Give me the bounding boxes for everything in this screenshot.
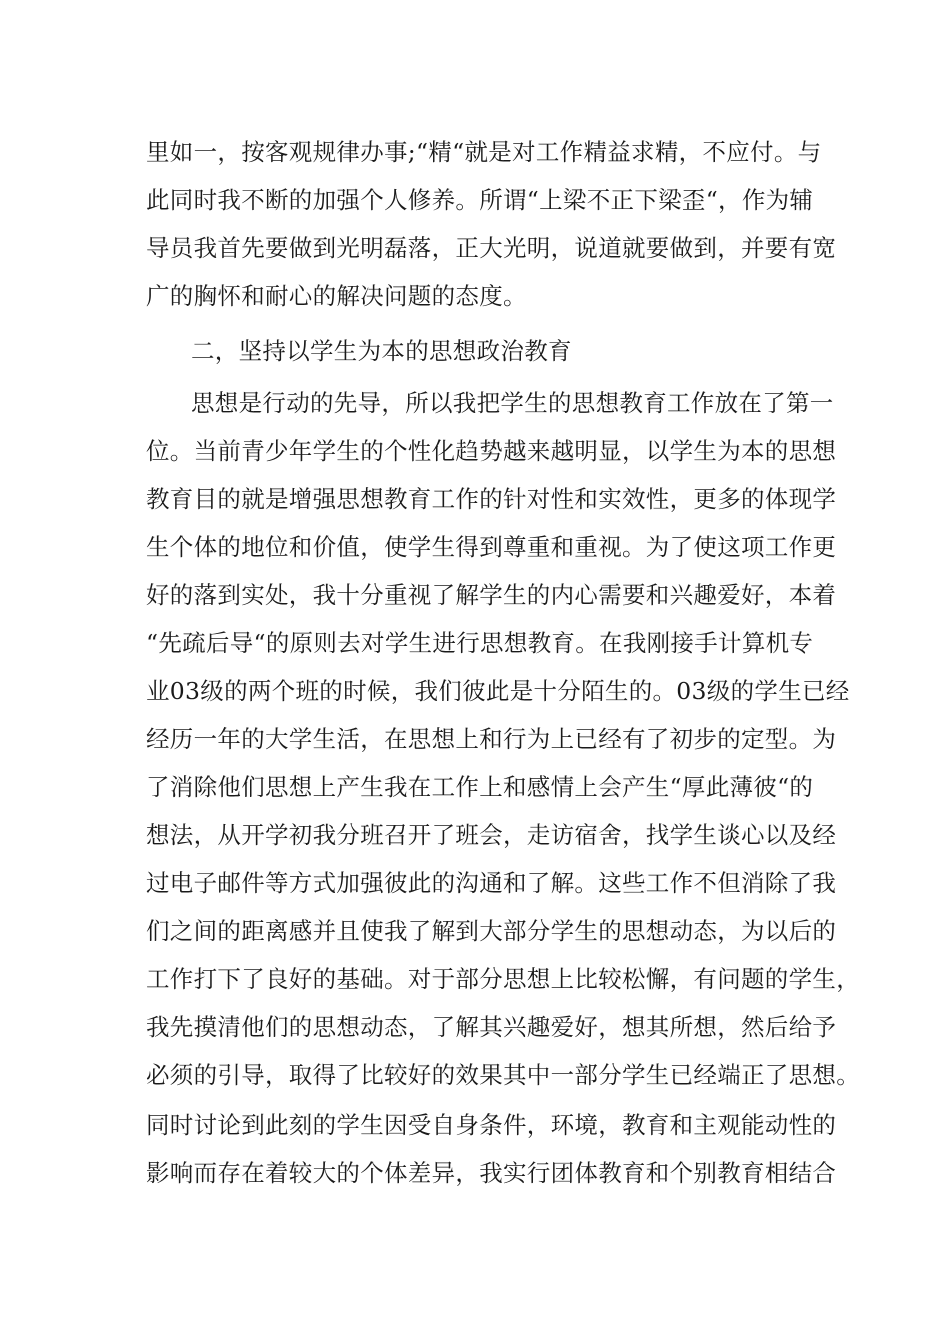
- text-line: 里如一，按客观规律办事;“精“就是对工作精益求精，不应付。与: [146, 138, 822, 166]
- text-line: “先疏后导“的原则去对学生进行思想教育。在我刚接手计算机专: [146, 629, 814, 657]
- text-line: 业03级的两个班的时候，我们彼此是十分陌生的。03级的学生已经: [146, 677, 850, 705]
- text-line: 过电子邮件等方式加强彼此的沟通和了解。这些工作不但消除了我: [146, 869, 837, 897]
- text-line: 广的胸怀和耐心的解决问题的态度。: [146, 282, 527, 310]
- text-line: 同时讨论到此刻的学生因受自身条件，环境，教育和主观能动性的: [146, 1111, 837, 1139]
- text-line: 想法，从开学初我分班召开了班会，走访宿舍，找学生谈心以及经: [146, 821, 837, 849]
- text-line: 经历一年的大学生活，在思想上和行为上已经有了初步的定型。为: [146, 725, 837, 753]
- text-line: 了消除他们思想上产生我在工作上和感情上会产生“厚此薄彼“的: [146, 773, 814, 801]
- text-line: 工作打下了良好的基础。对于部分思想上比较松懈，有问题的学生，: [146, 965, 860, 993]
- text-line: 必须的引导，取得了比较好的效果其中一部分学生已经端正了思想。: [146, 1061, 860, 1089]
- text-line: 位。当前青少年学生的个性化趋势越来越明显，以学生为本的思想: [146, 437, 837, 465]
- text-line: 生个体的地位和价值，使学生得到尊重和重视。为了使这项工作更: [146, 533, 837, 561]
- paragraph-first-line: 思想是行动的先导，所以我把学生的思想教育工作放在了第一: [191, 389, 834, 417]
- text-line: 导员我首先要做到光明磊落，正大光明，说道就要做到，并要有宽: [146, 234, 837, 262]
- text-line: 们之间的距离感并且使我了解到大部分学生的思想动态，为以后的: [146, 917, 837, 945]
- text-line: 好的落到实处，我十分重视了解学生的内心需要和兴趣爱好，本着: [146, 581, 837, 609]
- section-heading: 二，坚持以学生为本的思想政治教育: [191, 337, 572, 365]
- text-line: 教育目的就是增强思想教育工作的针对性和实效性，更多的体现学: [146, 485, 837, 513]
- text-line: 影响而存在着较大的个体差异，我实行团体教育和个别教育相结合: [146, 1159, 837, 1187]
- text-line: 我先摸清他们的思想动态，了解其兴趣爱好，想其所想，然后给予: [146, 1013, 837, 1041]
- text-line: 此同时我不断的加强个人修养。所谓“上梁不正下梁歪“，作为辅: [146, 186, 814, 214]
